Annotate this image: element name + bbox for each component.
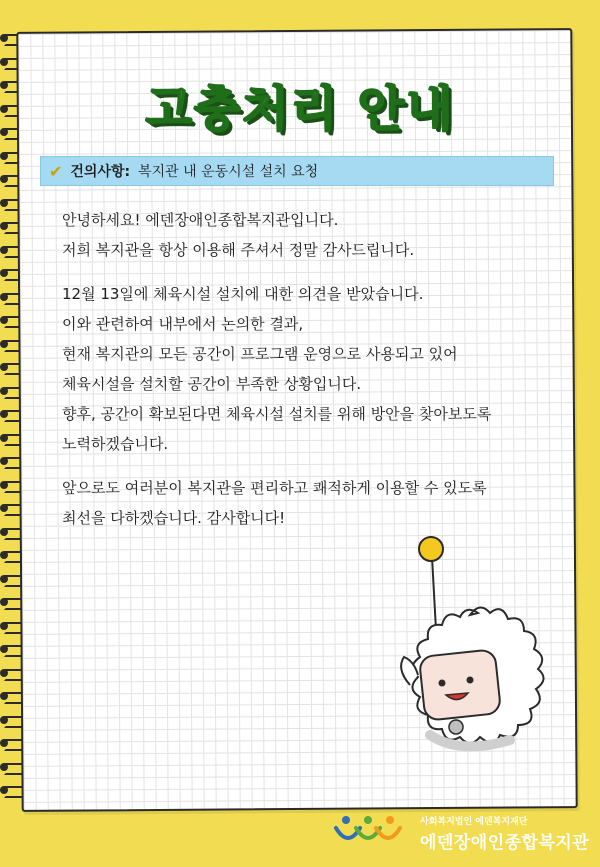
request-banner	[40, 156, 554, 186]
paragraph-response	[62, 279, 542, 459]
organization-footer	[332, 808, 592, 858]
text-line: 노력하겠습니다.	[62, 435, 169, 453]
text-line: 안녕하세요! 에덴장애인종합복지관입니다.	[62, 211, 339, 229]
text-line: 체육시설을 설치할 공간이 부족한 상황입니다.	[62, 375, 362, 393]
checkmark-icon: ✔	[49, 161, 63, 181]
text-line: 앞으로도 여러분이 복지관을 편리하고 쾌적하게 이용할 수 있도록	[62, 479, 487, 497]
text-line: 향후, 공간이 확보된다면 체육시설 설치를 위해 방안을 찾아보도록	[62, 405, 492, 423]
text-line: 현재 복지관의 모든 공간이 프로그램 운영으로 사용되고 있어	[62, 345, 458, 363]
notice-body	[62, 205, 542, 547]
organization-name: 에덴장애인종합복지관	[420, 833, 590, 853]
mascot-character	[370, 535, 575, 780]
text-line: 이와 관련하여 내부에서 논의한 결과,	[62, 315, 304, 333]
banner-value: 복지관 내 운동시설 설치 요청	[138, 164, 319, 180]
organization-subtitle: 사회복지법인 에덴복지재단	[420, 817, 528, 827]
banner-label: 건의사항:	[70, 164, 131, 180]
text-line: 12월 13일에 체육시설 설치에 대한 의견을 받았습니다.	[62, 285, 424, 303]
text-line: 저희 복지관을 항상 이용해 주셔서 정말 감사드립니다.	[62, 241, 415, 259]
paragraph-greeting	[62, 205, 542, 265]
text-line: 최선을 다하겠습니다. 감사합니다!	[62, 509, 286, 527]
organization-logo	[332, 814, 402, 848]
page-title: 고충처리 안내	[145, 81, 455, 137]
paragraph-closing	[62, 473, 542, 533]
